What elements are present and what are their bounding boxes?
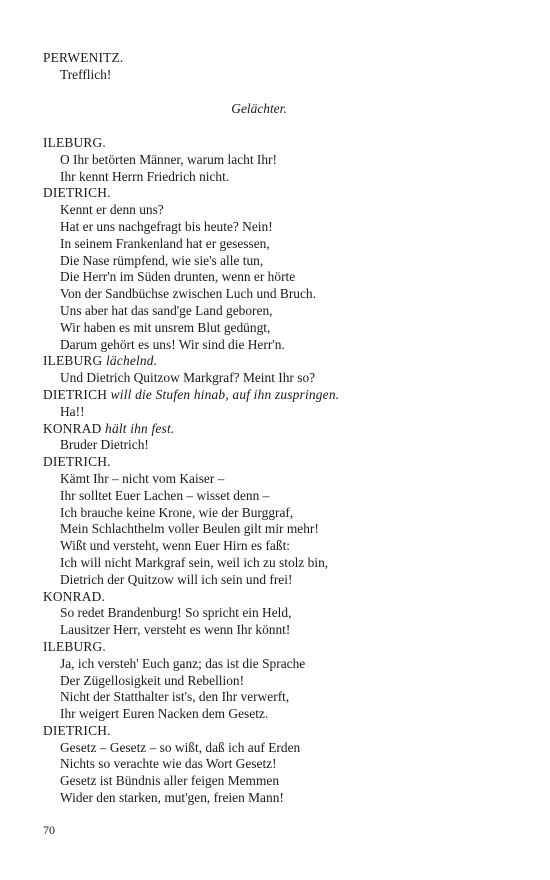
speaker-heading	[43, 185, 523, 202]
speaker-heading	[43, 387, 523, 404]
speaker-heading	[43, 454, 523, 471]
verse-line: Nicht der Statthalter ist's, den Ihr verwerft,	[60, 689, 290, 705]
verse-line: Die Nase rümpfend, wie sie's alle tun,	[60, 252, 264, 268]
verse-line: Kämt Ihr – nicht vom Kaiser –	[60, 470, 225, 486]
verse-line: Von der Sandbüchse zwischen Luch und Bruch.	[60, 286, 316, 302]
verse-line: O Ihr betörten Männer, warum lacht Ihr!	[60, 151, 277, 167]
speaker-heading	[43, 589, 523, 606]
dialogue-block-main	[43, 135, 523, 807]
speaker-direction: hält ihn fest.	[105, 420, 175, 436]
speaker-direction: will die Stufen hinab, auf ihn zuspringen.	[110, 386, 340, 402]
verse-line: Ihr kennt Herrn Friedrich nicht.	[60, 168, 230, 184]
page-number: 70	[43, 823, 55, 837]
verse-line: Wißt und versteht, wenn Euer Hirn es faßt:	[60, 538, 291, 554]
verse-line: Ich brauche keine Krone, wie der Burggraf,	[60, 504, 294, 520]
verse-line: Gesetz ist Bündnis aller feigen Memmen	[60, 773, 280, 789]
speaker-heading	[43, 50, 523, 67]
verse-line: Hat er uns nachgefragt bis heute? Nein!	[60, 218, 273, 234]
verse-line: Die Herr'n im Süden drunten, wenn er hörte	[60, 269, 296, 285]
verse-line: Wir haben es mit unsrem Blut gedüngt,	[60, 319, 271, 335]
speaker-name: DIETRICH.	[43, 454, 111, 470]
speaker-name: ILEBURG	[43, 353, 103, 369]
speaker-name: ILEBURG.	[43, 135, 106, 150]
speaker-heading	[43, 353, 523, 370]
verse-line: Trefflich!	[60, 66, 112, 82]
verse-line: Ha!!	[60, 403, 85, 419]
speaker-name: DIETRICH	[43, 386, 108, 402]
speaker-name: PERWENITZ.	[43, 50, 124, 65]
speaker-direction: lächelnd.	[105, 353, 158, 369]
speaker-heading	[43, 723, 523, 740]
speaker-name: ILEBURG.	[43, 638, 106, 654]
verse-line: Dietrich der Quitzow will ich sein und frei!	[60, 571, 293, 587]
verse-line: Mein Schlachthelm voller Beulen gilt mir mehr!	[60, 521, 319, 537]
verse-line: Darum gehört es uns! Wir sind die Herr'n.	[60, 336, 285, 352]
speaker-name: DIETRICH.	[43, 185, 111, 201]
verse-line: Lausitzer Herr, versteht es wenn Ihr könnt!	[60, 622, 291, 638]
verse-line: Der Zügellosigkeit und Rebellion!	[60, 672, 245, 688]
speaker-heading	[43, 135, 523, 152]
verse-line: Bruder Dietrich!	[60, 437, 149, 453]
verse-line: So redet Brandenburg! So spricht ein Held,	[60, 605, 292, 621]
verse-line: Ich will nicht Markgraf sein, weil ich zu stolz bin,	[60, 554, 329, 570]
verse-line: Ja, ich versteh' Euch ganz; das ist die Sprache	[60, 655, 306, 671]
speaker-heading	[43, 421, 523, 438]
dialogue-block-top	[43, 50, 523, 84]
verse-line: In seinem Frankenland hat er gesessen,	[60, 235, 270, 251]
verse-line: Ihr solltet Euer Lachen – wisset denn –	[60, 487, 270, 503]
verse-line: Gesetz – Gesetz – so wißt, daß ich auf Erden	[60, 739, 301, 755]
verse-line: Und Dietrich Quitzow Markgraf? Meint Ihr so?	[60, 370, 316, 386]
verse-line: Nichts so verachte wie das Wort Gesetz!	[60, 756, 277, 772]
stage-direction: Gelächter.	[231, 101, 287, 116]
speaker-heading	[43, 639, 523, 656]
speaker-name: KONRAD	[43, 420, 102, 436]
speaker-name: DIETRICH.	[43, 722, 111, 738]
verse-line: Ihr weigert Euren Nacken dem Gesetz.	[60, 706, 269, 722]
verse-line: Wider den starken, mut'gen, freien Mann!	[60, 790, 284, 806]
verse-line: Kennt er denn uns?	[60, 202, 164, 218]
speaker-name: KONRAD.	[43, 588, 106, 604]
verse-line: Uns aber hat das sand'ge Land geboren,	[60, 302, 273, 318]
